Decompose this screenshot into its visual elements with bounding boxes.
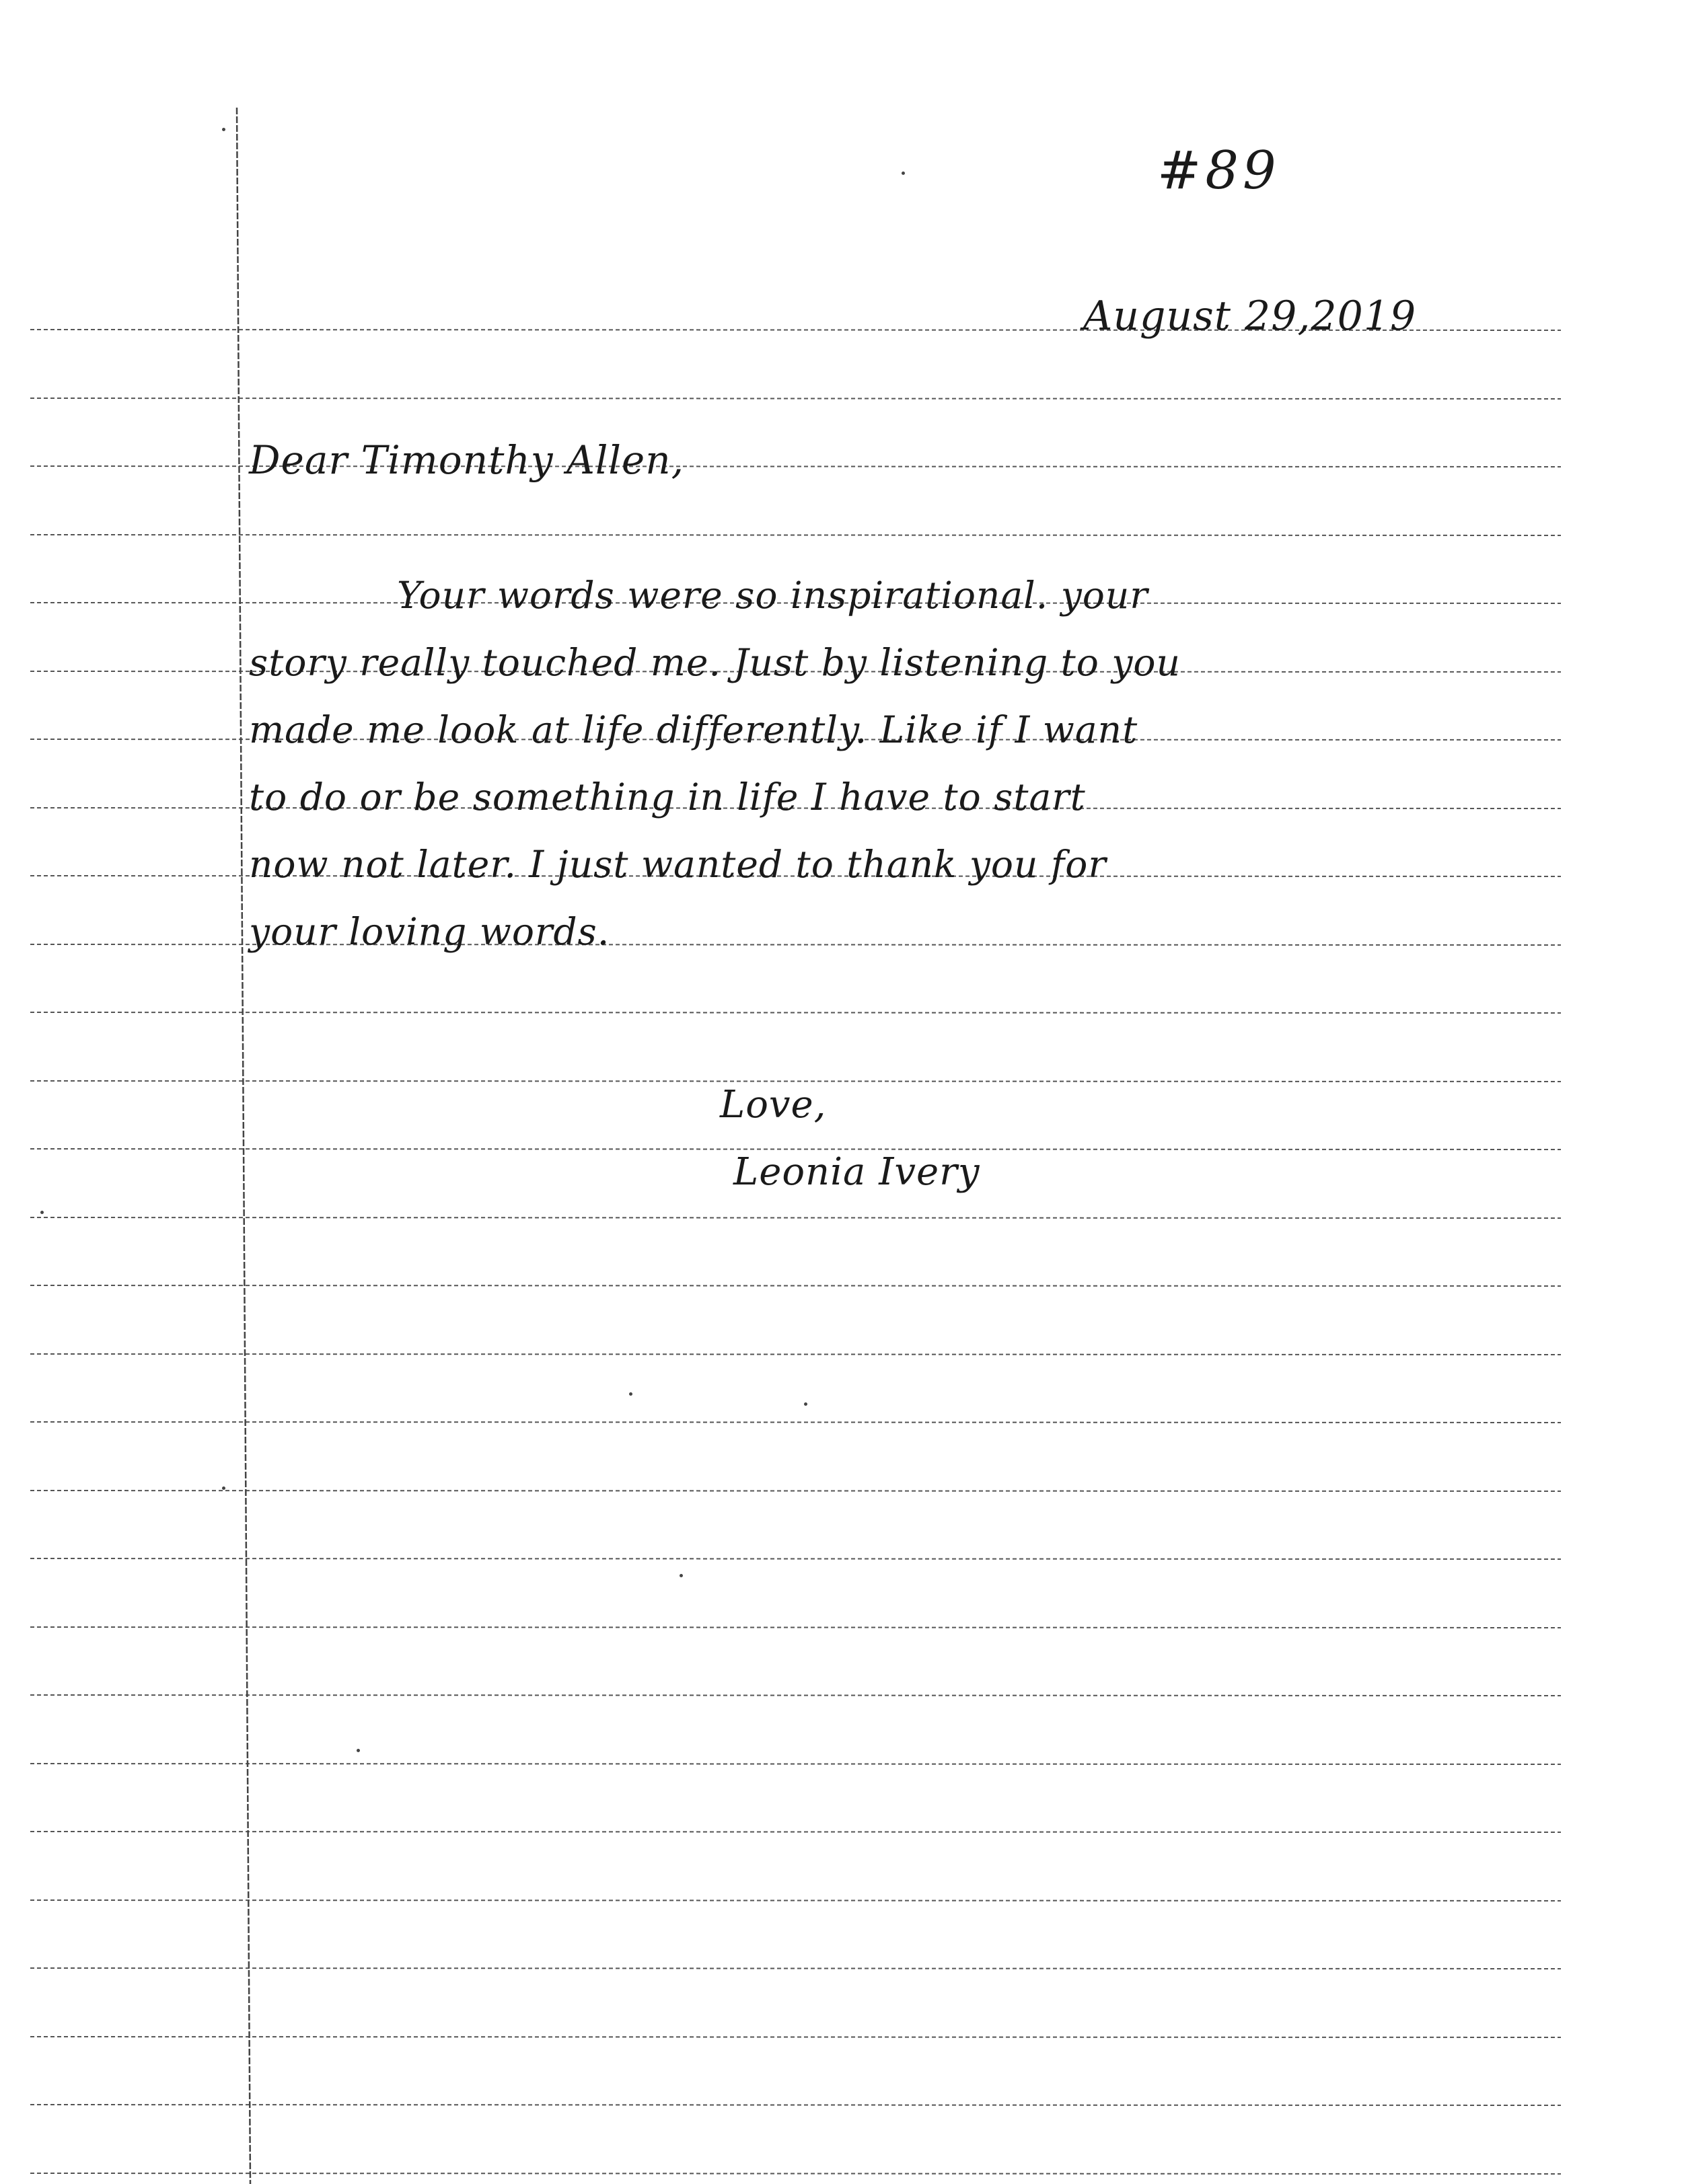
paper-speck [222, 1486, 225, 1490]
salutation: Dear Timonthy Allen, [249, 437, 685, 483]
paper-speck [629, 1392, 632, 1396]
rule-line [30, 1900, 1561, 1901]
rule-line [30, 1081, 1561, 1082]
rule-line [30, 1149, 1561, 1150]
rule-line [30, 1627, 1561, 1628]
rule-line [30, 1422, 1561, 1423]
body-line: your loving words. [249, 910, 610, 953]
body-line: made me look at life differently. Like if I want [249, 708, 1138, 751]
paper-speck [357, 1749, 360, 1752]
margin-line [237, 108, 250, 2184]
letter-number: #89 [1157, 141, 1280, 201]
rule-line [30, 1012, 1561, 1013]
rule-line [30, 2173, 1561, 2174]
paper-speck [902, 172, 905, 175]
rule-line [30, 1285, 1561, 1286]
rule-line [30, 1217, 1561, 1218]
rule-line [30, 1558, 1561, 1559]
body-line: to do or be something in life I have to start [249, 776, 1086, 819]
rule-line [30, 1695, 1561, 1696]
paper-speck [222, 128, 225, 131]
paper-speck [804, 1402, 807, 1406]
rule-line [30, 1968, 1561, 1969]
body-line: now not later. I just wanted to thank you for [249, 843, 1107, 886]
paper-speck [680, 1574, 683, 1577]
letter-date: August 29,2019 [1083, 293, 1417, 340]
body-line: story really touched me. Just by listening to you [249, 641, 1181, 684]
body-line: Your words were so inspirational. your [397, 574, 1148, 617]
paper-speck [40, 1211, 44, 1214]
rule-line [30, 398, 1561, 399]
closing: Love, [720, 1083, 827, 1127]
rule-line [30, 1354, 1561, 1355]
signature: Leonia Ivery [733, 1150, 980, 1194]
